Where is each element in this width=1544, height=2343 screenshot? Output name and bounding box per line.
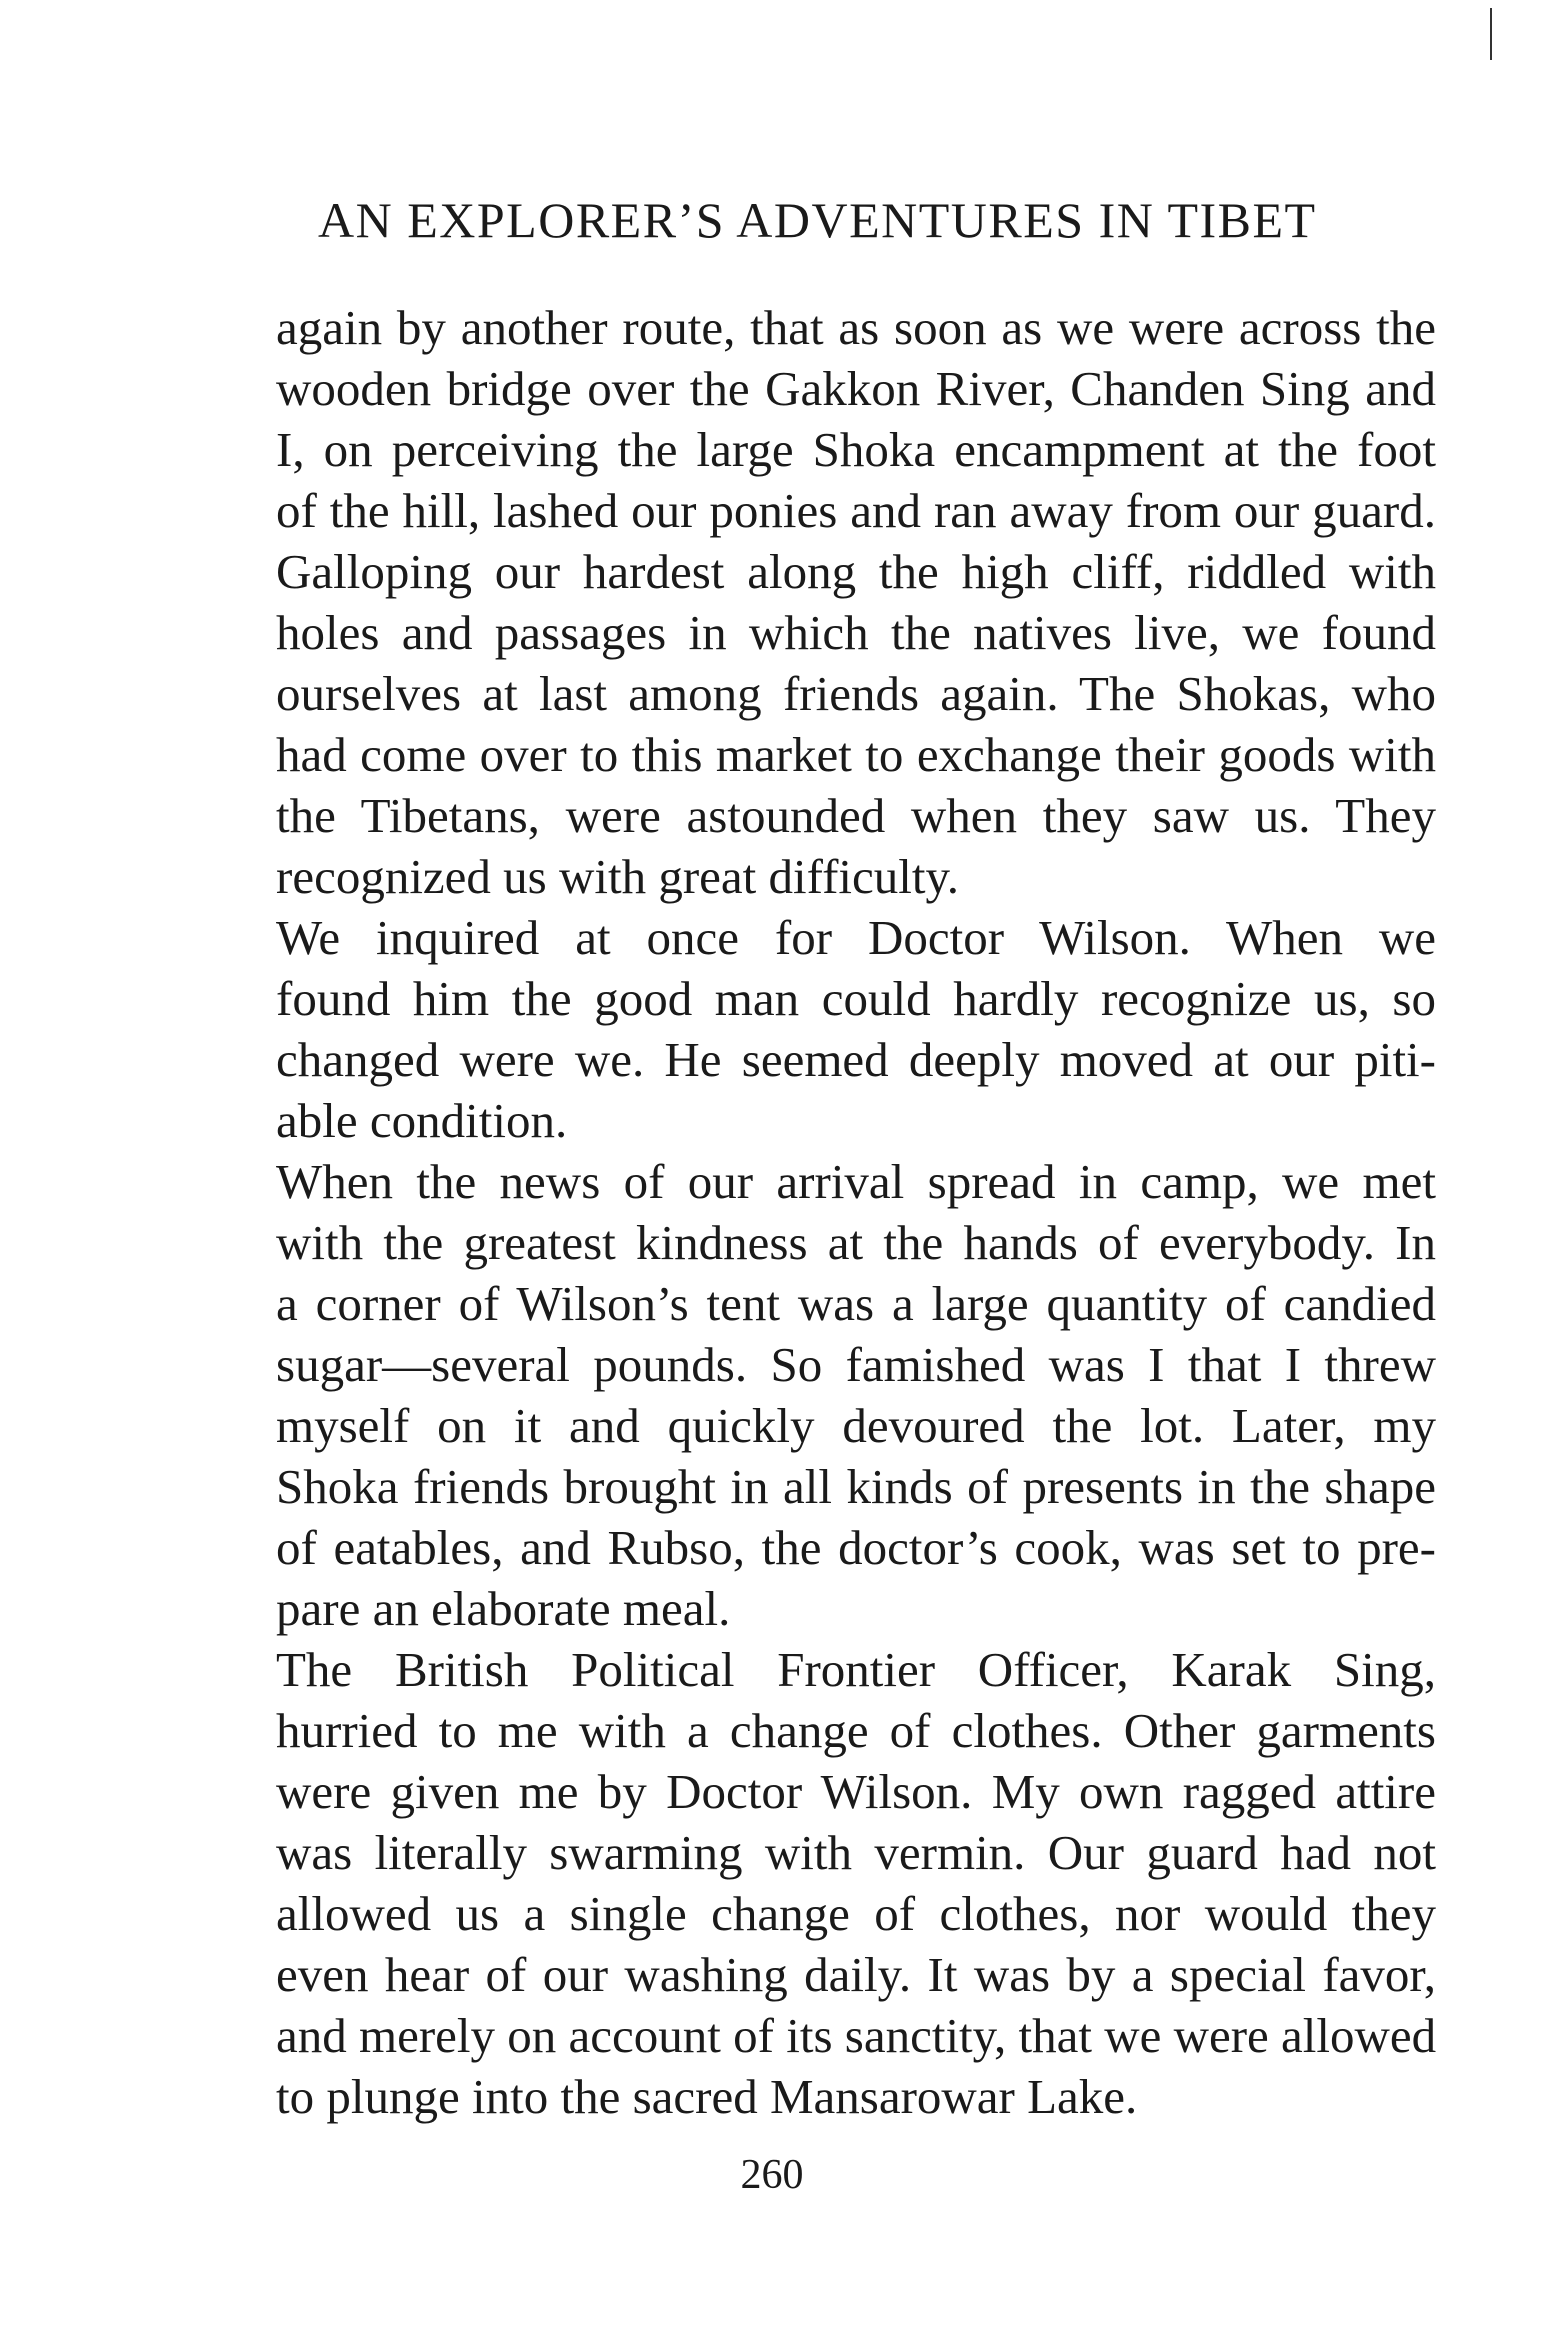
text-line: The British Political Frontier Officer, Karak Sing, <box>276 1642 1436 1697</box>
text-line: a corner of Wilson’s tent was a large quantity of candied <box>276 1276 1436 1331</box>
text-line: with the greatest kindness at the hands of everybody. In <box>276 1215 1436 1270</box>
text-line: even hear of our washing daily. It was by a special favor, <box>276 1947 1436 2002</box>
text-line: found him the good man could hardly recognize us, so <box>276 971 1436 1026</box>
text-line: ourselves at last among friends again. The Shokas, who <box>276 666 1436 721</box>
text-line: myself on it and quickly devoured the lot. Later, my <box>276 1398 1436 1453</box>
text-line: recognized us with great difficulty. <box>276 849 960 904</box>
text-line: Galloping our hardest along the high cliff, riddled with <box>276 544 1436 599</box>
text-line: pare an elaborate meal. <box>276 1581 731 1636</box>
text-line: sugar—several pounds. So famished was I that I threw <box>276 1337 1436 1392</box>
text-line: able condition. <box>276 1093 568 1148</box>
text-line: When the news of our arrival spread in camp, we met <box>276 1154 1436 1209</box>
text-line: to plunge into the sacred Mansarowar Lake. <box>276 2069 1138 2124</box>
text-line: of eatables, and Rubso, the doctor’s cook, was set to pre- <box>276 1520 1436 1575</box>
text-line: were given me by Doctor Wilson. My own ragged attire <box>276 1764 1436 1819</box>
text-line: of the hill, lashed our ponies and ran away from our guard. <box>276 483 1436 538</box>
text-line: allowed us a single change of clothes, nor would they <box>276 1886 1436 1941</box>
text-line: Shoka friends brought in all kinds of presents in the shape <box>276 1459 1436 1514</box>
text-line: hurried to me with a change of clothes. Other garments <box>276 1703 1436 1758</box>
text-line: changed were we. He seemed deeply moved at our piti- <box>276 1032 1436 1087</box>
running-head: AN EXPLORER’S ADVENTURES IN TIBET <box>318 192 1317 248</box>
page-number: 260 <box>740 2152 804 2198</box>
text-line: had come over to this market to exchange their goods with <box>276 727 1436 782</box>
text-line: the Tibetans, were astounded when they saw us. They <box>276 788 1436 843</box>
text-line: wooden bridge over the Gakkon River, Chanden Sing and <box>276 361 1436 416</box>
text-line: holes and passages in which the natives live, we found <box>276 605 1436 660</box>
page-edge-mark <box>1490 8 1492 60</box>
text-line: and merely on account of its sanctity, that we were allowed <box>276 2008 1437 2063</box>
text-line: again by another route, that as soon as we were across the <box>276 300 1436 355</box>
text-line: was literally swarming with vermin. Our guard had not <box>276 1825 1436 1880</box>
text-line: We inquired at once for Doctor Wilson. When we <box>276 910 1436 965</box>
text-line: I, on perceiving the large Shoka encampment at the foot <box>276 422 1436 477</box>
